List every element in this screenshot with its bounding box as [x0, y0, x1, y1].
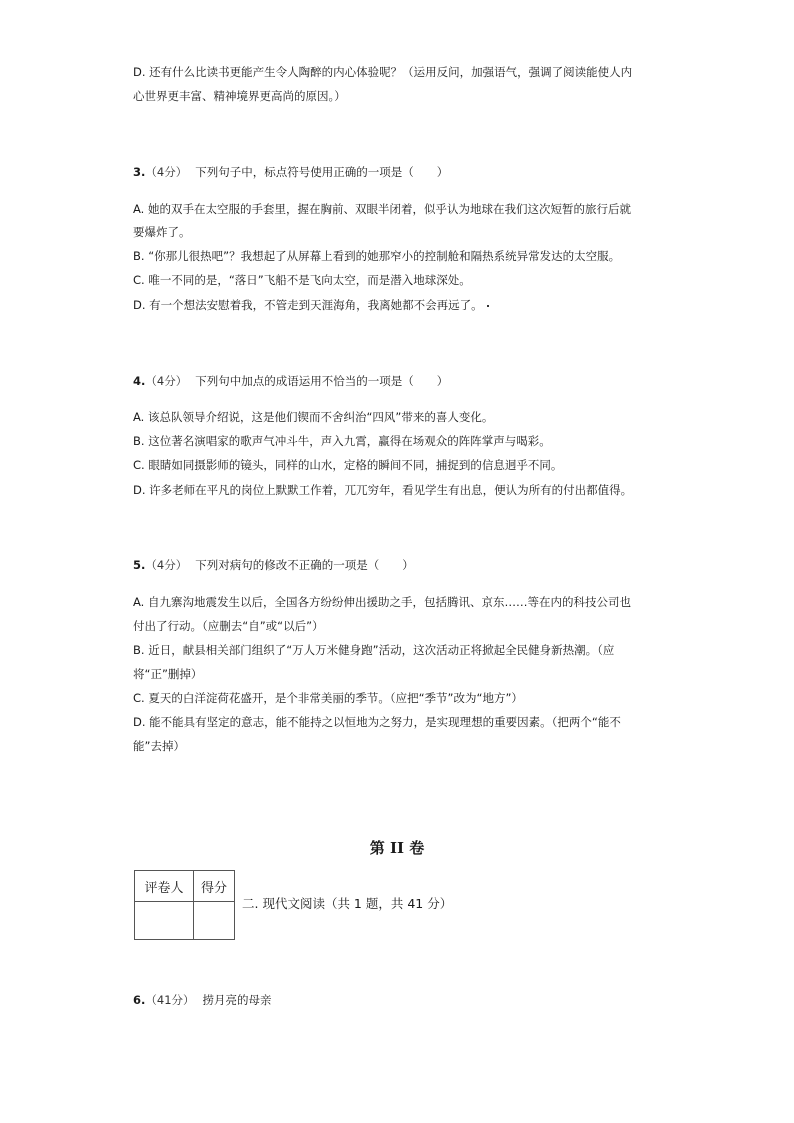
- q3-option-a-line1: A. 她的双手在太空服的手套里，握在胸前、双眼半闭着，似乎认为地球在我们这次短暂的旅行后就: [133, 202, 631, 216]
- q4-option-a: A. 该总队领导介绍说，这是他们锲而不舍纠治“四风”带来的喜人变化。: [133, 410, 494, 424]
- section-heading-reading: 二. 现代文阅读（共 1 题，共 41 分）: [242, 896, 453, 911]
- q4-header: [133, 373, 448, 389]
- q4-number: 4.: [133, 374, 146, 388]
- q3-option-b: B. “你那儿很热吧”？我想起了从屏幕上看到的她那窄小的控制舱和隔热系统异常发达的太空服。: [133, 249, 621, 263]
- q3-option-d-row: [133, 297, 663, 313]
- q5-option-a-line1: A. 自九寨沟地震发生以后，全国各方纷纷伸出援助之手，包括腾讯、京东……等在内的科技公司也: [133, 595, 631, 609]
- q3-option-d: D. 有一个想法安慰着我，不管走到天涯海角，我离她都不会再远了。: [133, 298, 483, 312]
- q5-option-a-line2: 付出了行动。（应删去“自”或“以后”）: [133, 619, 324, 633]
- stray-dot-mark: [487, 305, 489, 307]
- q3-option-c: C. 唯一不同的是，“落日”飞船不是飞向太空，而是潜入地球深处。: [133, 273, 471, 287]
- q5-option-c: C. 夏天的白洋淀荷花盛开，是个非常美丽的季节。（应把“季节”改为“地方”）: [133, 691, 523, 705]
- q4-prompt: 下列句中加点的成语运用不恰当的一项是（ ）: [195, 374, 449, 388]
- grader-score-table: [134, 870, 235, 940]
- q3-option-a-line2: 要爆炸了。: [133, 225, 191, 239]
- q6-prompt: 捞月亮的母亲: [202, 993, 272, 1007]
- q4-option-d: D. 许多老师在平凡的岗位上默默工作着，兀兀穷年，看见学生有出息，便认为所有的付出都值得。: [133, 483, 633, 497]
- q3-header: [133, 164, 448, 180]
- grader-cell: [135, 902, 194, 940]
- score-cell: [194, 902, 235, 940]
- grader-label: 评卷人: [135, 871, 194, 902]
- q2-option-d-line1: D. 还有什么比读书更能产生令人陶醉的内心体验呢？（运用反问，加强语气，强调了阅读能使人内: [133, 65, 633, 79]
- q3-prompt: 下列句子中，标点符号使用正确的一项是（ ）: [195, 165, 449, 179]
- q6-header: [133, 992, 272, 1008]
- q3-points: （4分）: [145, 165, 188, 179]
- q5-number: 5.: [133, 558, 146, 572]
- q5-option-d-line2: 能”去掉）: [133, 739, 185, 753]
- q3-number: 3.: [133, 165, 146, 179]
- q5-points: （4分）: [145, 558, 188, 572]
- q5-option-b-line1: B. 近日，献县相关部门组织了“万人万米健身跑”活动，这次活动正将掀起全民健身新热潮。（应: [133, 643, 615, 657]
- q6-points: （41分）: [145, 993, 195, 1007]
- q5-header: [133, 557, 414, 573]
- q5-option-b-line2: 将“正”删掉）: [133, 667, 203, 681]
- q2-option-d-line2: 心世界更丰富、精神境界更高尚的原因。）: [133, 89, 346, 103]
- q4-option-b: B. 这位著名演唱家的歌声气冲斗牛，声入九霄，赢得在场观众的阵阵掌声与喝彩。: [133, 434, 551, 448]
- score-label: 得分: [194, 871, 235, 902]
- part-two-title: 第 II 卷: [369, 839, 425, 857]
- q5-prompt: 下列对病句的修改不正确的一项是（ ）: [195, 558, 414, 572]
- q4-option-c: C. 眼睛如同摄影师的镜头，同样的山水，定格的瞬间不同，捕捉到的信息迥乎不同。: [133, 458, 563, 472]
- q6-number: 6.: [133, 993, 146, 1007]
- q5-option-d-line1: D. 能不能具有坚定的意志，能不能持之以恒地为之努力，是实现理想的重要因素。（把两个“能不: [133, 715, 621, 729]
- q4-points: （4分）: [145, 374, 188, 388]
